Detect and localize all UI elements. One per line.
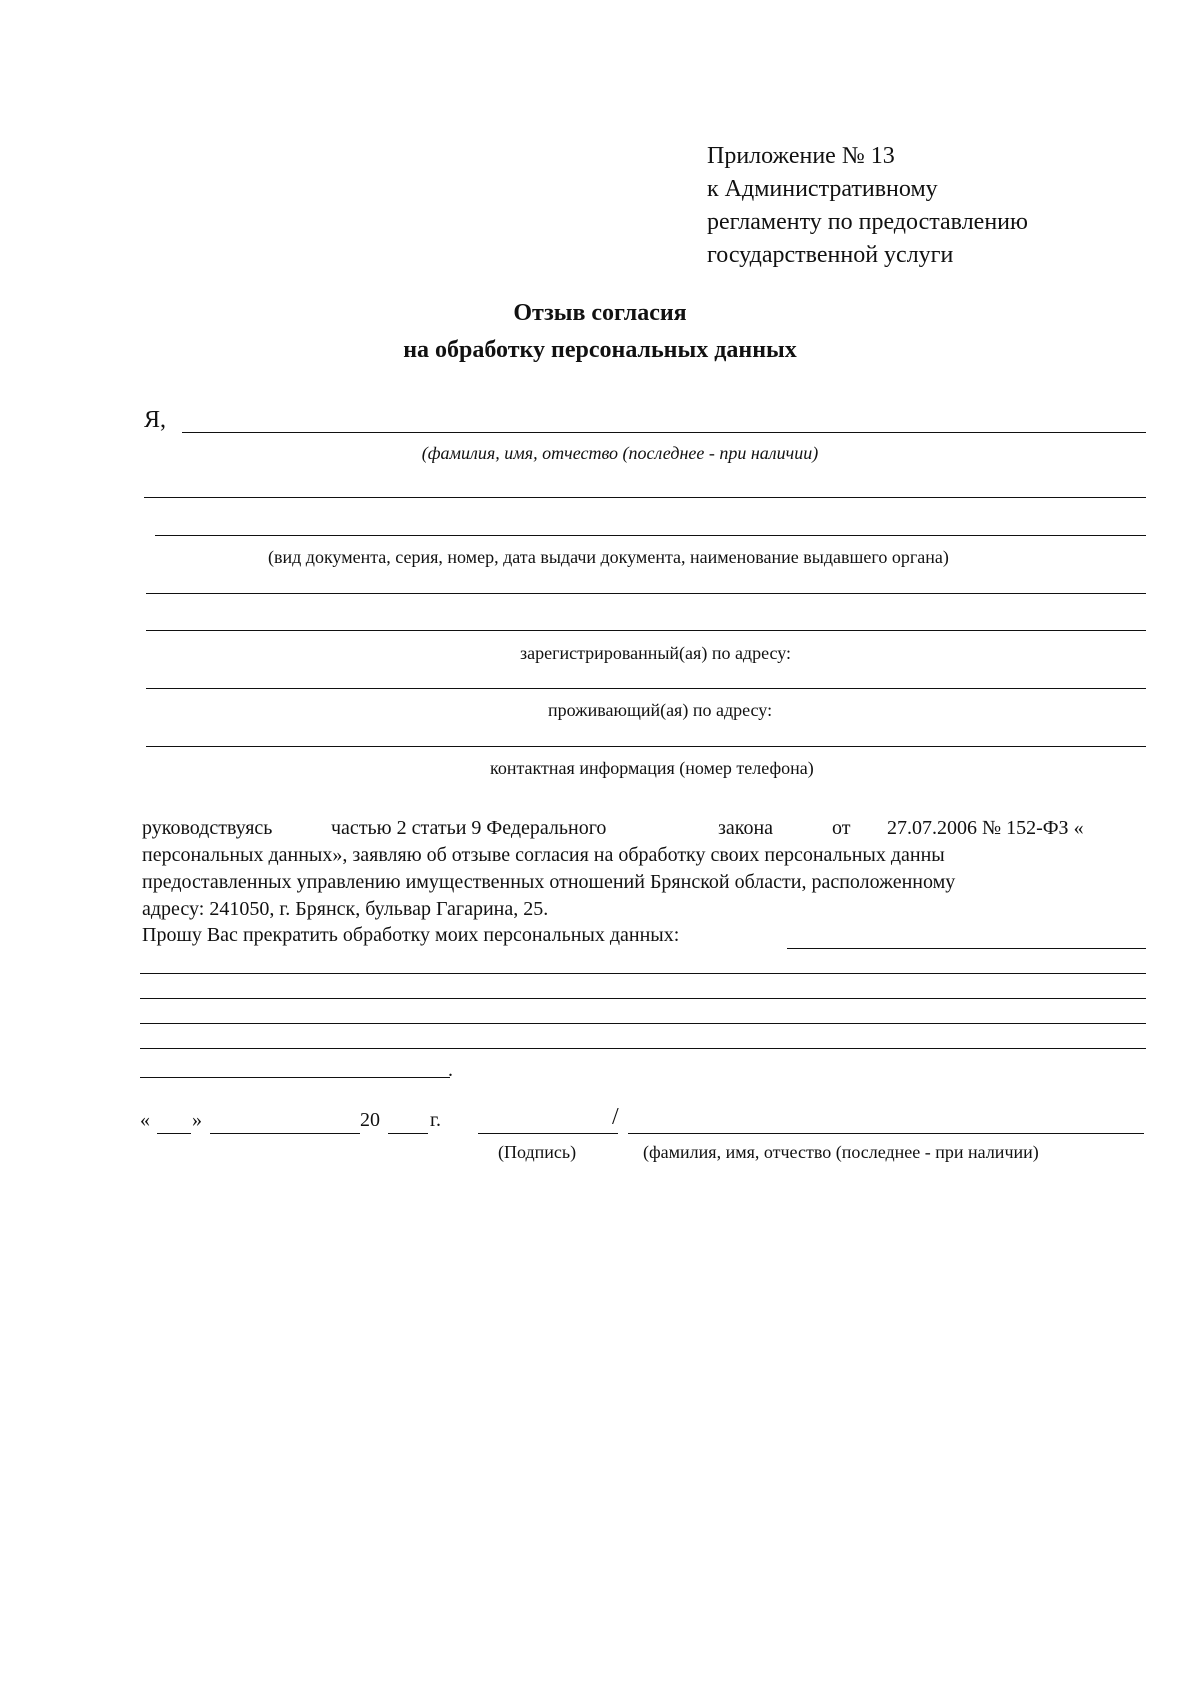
document-title-line-2: на обработку персональных данных <box>403 337 797 363</box>
stop-processing-field-line-1[interactable] <box>787 948 1146 949</box>
date-year-line[interactable] <box>388 1133 428 1134</box>
i-label: Я, <box>144 407 167 433</box>
appendix-line-2: к Административному <box>707 176 938 202</box>
stop-processing-field-line-3[interactable] <box>140 998 1146 999</box>
registered-address-caption: зарегистрированный(ая) по адресу: <box>520 643 792 663</box>
body-line-4: адресу: 241050, г. Брянск, бульвар Гагарина, 25. <box>142 898 549 920</box>
fio-caption: (фамилия, имя, отчество (последнее - при наличии) <box>421 443 819 463</box>
document-field-line-4[interactable] <box>146 630 1146 631</box>
signature-fio-line[interactable] <box>628 1133 1144 1134</box>
document-title-line-1: Отзыв согласия <box>513 300 687 326</box>
body-line-1-word-2: частью 2 статьи 9 Федерального <box>331 817 607 839</box>
appendix-line-4: государственной услуги <box>707 242 954 268</box>
stop-processing-field-line-6[interactable] <box>140 1077 450 1078</box>
appendix-line-3: регламенту по предоставлению <box>707 209 1028 235</box>
appendix-line-1: Приложение № 13 <box>707 143 895 169</box>
body-line-1-word-3: закона <box>718 817 774 839</box>
signature-fio-caption: (фамилия, имя, отчество (последнее - при наличии) <box>643 1142 1039 1162</box>
date-year-prefix: 20 <box>360 1109 380 1131</box>
body-line-3: предоставленных управлению имущественных отношений Брянской области, расположенному <box>142 871 956 893</box>
date-quote-open: « <box>140 1109 150 1131</box>
document-field-line-2[interactable] <box>155 535 1146 536</box>
document-caption: (вид документа, серия, номер, дата выдачи документа, наименование выдавшего органа) <box>268 547 949 567</box>
signature-slash: / <box>612 1104 619 1130</box>
body-line-1-word-5: 27.07.2006 № 152-ФЗ « <box>887 817 1084 839</box>
appendix-block <box>707 140 1028 272</box>
date-quote-close: » <box>192 1109 202 1131</box>
body-line-1-word-4: от <box>832 817 851 839</box>
date-day-line[interactable] <box>157 1133 191 1134</box>
date-month-line[interactable] <box>210 1133 360 1134</box>
body-line-1-word-1: руководствуясь <box>142 817 273 839</box>
fio-field-line[interactable] <box>182 432 1146 433</box>
period-mark: . <box>448 1059 453 1081</box>
body-line-2: персональных данных», заявляю об отзыве согласия на обработку своих персональных данны <box>142 844 945 866</box>
stop-processing-field-line-2[interactable] <box>140 973 1146 974</box>
date-year-suffix: г. <box>430 1109 441 1131</box>
body-line-5: Прошу Вас прекратить обработку моих персональных данных: <box>142 924 680 946</box>
registered-address-line[interactable] <box>146 688 1146 689</box>
stop-processing-field-line-5[interactable] <box>140 1048 1146 1049</box>
document-field-line-3[interactable] <box>146 593 1146 594</box>
document-field-line-1[interactable] <box>144 497 1146 498</box>
signature-caption: (Подпись) <box>498 1142 577 1162</box>
contact-info-caption: контактная информация (номер телефона) <box>490 758 814 778</box>
living-address-line[interactable] <box>146 746 1146 747</box>
living-address-caption: проживающий(ая) по адресу: <box>548 700 773 720</box>
signature-line[interactable] <box>478 1133 618 1134</box>
stop-processing-field-line-4[interactable] <box>140 1023 1146 1024</box>
